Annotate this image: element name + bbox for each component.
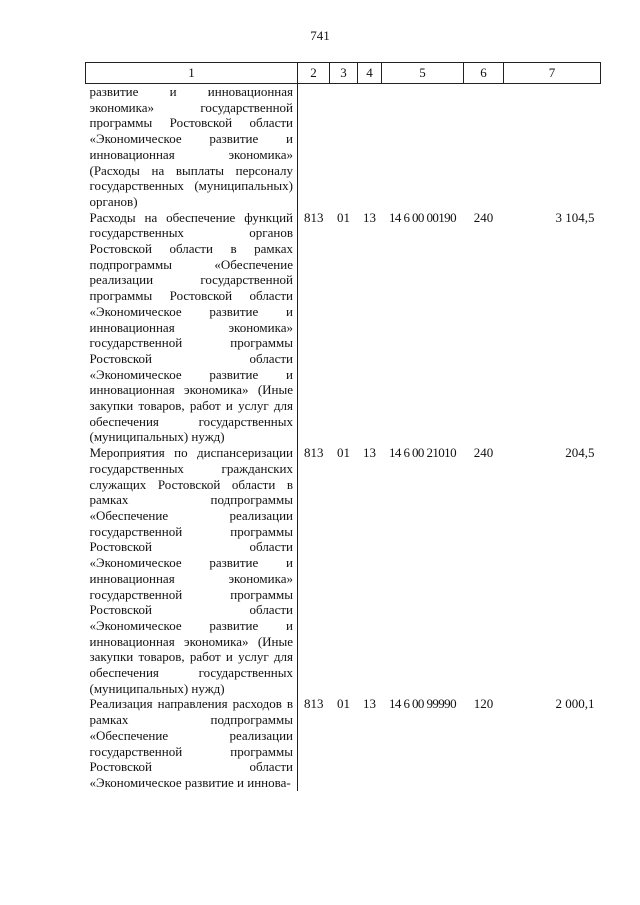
row-col6: 240 xyxy=(473,209,494,225)
header-col-4: 4 xyxy=(358,63,382,84)
row-col5: 14 6 00 21010 xyxy=(389,445,456,461)
header-col-5: 5 xyxy=(382,63,464,84)
header-col-6: 6 xyxy=(464,63,504,84)
row-col5: 14 6 00 00190 xyxy=(389,209,456,225)
header-col-3: 3 xyxy=(330,63,358,84)
row-col6: 240 xyxy=(473,445,494,461)
row-col4: 13 xyxy=(363,696,376,712)
row-description: Расходы на обеспечение функций государственных органов Ростовской области в рамках подпрограммы «Обеспечение реализации государственной программы Ростовской области «Экономическое развитие и инновационная экономика» государственной программы Ростовской области «Экономическое развитие и инновационная экономика» (Иные закупки товаров, работ и услуг для обеспечения государственных (муниципальных) нужд) xyxy=(86,210,298,446)
row-col4 xyxy=(358,84,382,210)
table-row xyxy=(86,210,601,446)
header-col-1: 1 xyxy=(86,63,298,84)
row-col3: 01 xyxy=(337,445,350,461)
row-description: Мероприятия по диспансеризации государственных гражданских служащих Ростовской области в рамках подпрограммы «Обеспечение реализации государственной программы Ростовской области «Экономическое развитие и инновационная экономика» государственной программы Ростовской области «Экономическое развитие и инновационная экономика» (Иные закупки товаров, работ и услуг для обеспечения государственных (муниципальных) нужд) xyxy=(86,445,298,696)
row-col3: 01 xyxy=(337,696,350,712)
row-col7: 204,5 xyxy=(565,445,595,461)
row-col6 xyxy=(464,84,504,210)
table-row xyxy=(86,84,601,210)
row-col5: 14 6 00 99990 xyxy=(389,696,456,712)
row-col2 xyxy=(298,84,330,210)
row-col2: 813 xyxy=(304,445,324,461)
row-col7: 2 000,1 xyxy=(555,696,595,712)
row-col4: 13 xyxy=(363,209,376,225)
row-col3 xyxy=(330,84,358,210)
row-col2: 813 xyxy=(304,696,324,712)
row-col6: 120 xyxy=(473,696,494,712)
table-row xyxy=(86,445,601,696)
row-col5 xyxy=(382,84,464,210)
row-col7 xyxy=(504,84,601,210)
table-row xyxy=(86,696,601,790)
row-col3: 01 xyxy=(337,209,350,225)
header-row xyxy=(86,63,601,84)
header-col-7: 7 xyxy=(504,63,601,84)
row-description: развитие и инновационная экономика» государственной программы Ростовской области «Экономическое развитие и инновационная экономика» (Расходы на выплаты персоналу государственных (муниципальных) органов) xyxy=(86,84,298,210)
row-description: Реализация направления расходов в рамках подпрограммы «Обеспечение реализации государственной программы Ростовской области «Экономическое развитие и иннова- xyxy=(86,696,298,790)
row-col7: 3 104,5 xyxy=(555,209,595,225)
budget-table xyxy=(85,62,601,791)
row-col4: 13 xyxy=(363,445,376,461)
header-col-2: 2 xyxy=(298,63,330,84)
row-col2: 813 xyxy=(304,209,324,225)
page-number: 741 xyxy=(310,28,330,43)
